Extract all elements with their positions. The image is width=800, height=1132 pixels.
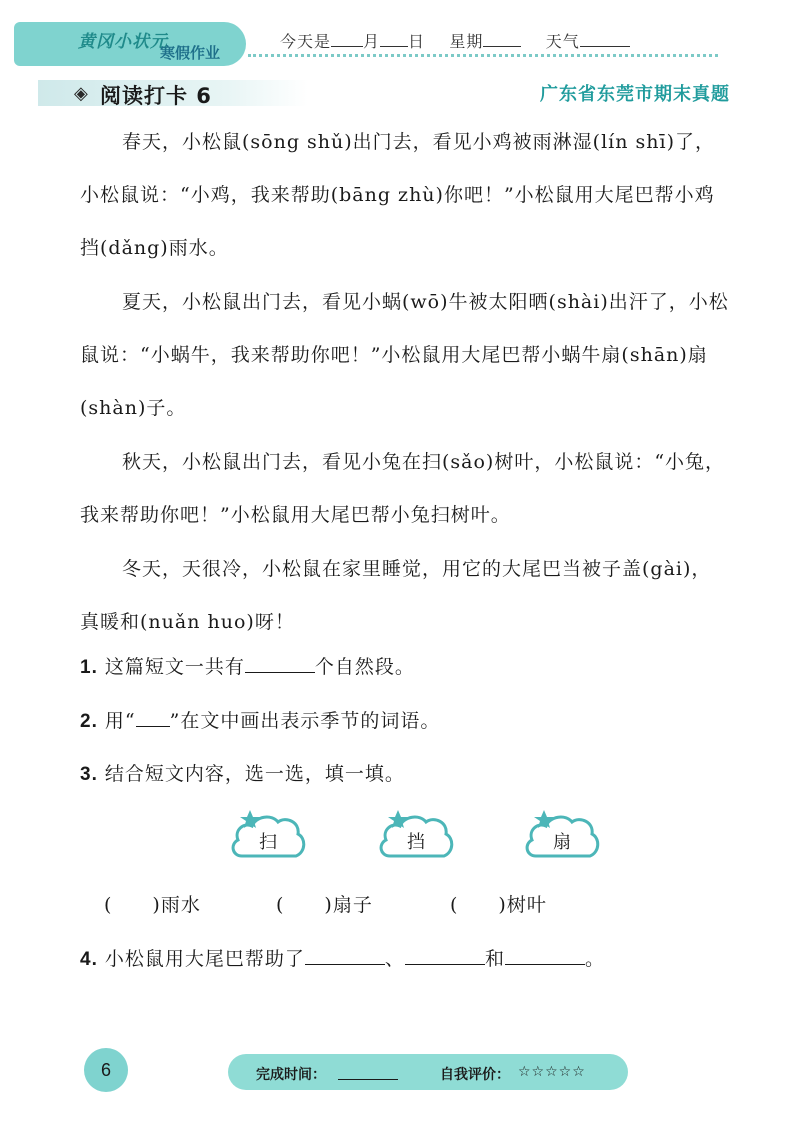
story-p1-text: 春天，小松鼠(sōng shǔ)出门去，看见小鸡被雨淋湿(lín shī)了，小松鼠说：“小鸡，我来帮助(bāng zhù)你吧！”小松鼠用大尾巴帮小鸡挡(dǎng)雨水。 xyxy=(80,131,715,259)
brand-name: 黄冈小状元 xyxy=(78,32,168,52)
date-week-blank[interactable] xyxy=(483,32,521,47)
question-1-text-a: 这篇短文一共有 xyxy=(104,656,245,678)
completion-time-label: 完成时间： xyxy=(256,1067,326,1083)
brand-subtitle: 寒假作业 xyxy=(160,44,221,62)
question-4-text-a: 小松鼠用大尾巴帮助了 xyxy=(104,948,305,970)
question-4 xyxy=(80,944,605,971)
header-divider xyxy=(248,54,718,57)
date-day-blank[interactable] xyxy=(380,32,408,47)
date-today-label: 今天是 xyxy=(280,32,332,51)
story-paragraph-4 xyxy=(80,543,730,649)
question-1 xyxy=(80,652,415,679)
diamond-icon: ◈ xyxy=(74,83,88,104)
story-paragraph-1 xyxy=(80,116,730,275)
question-4-sep-2: 和 xyxy=(484,948,505,970)
cloud-option-2-text: 挡 xyxy=(407,832,425,853)
question-4-blank-1[interactable] xyxy=(305,948,385,965)
question-1-text-b: 个自然段。 xyxy=(314,656,415,678)
fill-blank-3[interactable]: ( )树叶 xyxy=(450,894,547,916)
source-label: 广东省东莞市期末真题 xyxy=(540,84,730,105)
date-month-blank[interactable] xyxy=(331,32,363,47)
fill-blank-1[interactable]: ( )雨水 xyxy=(104,894,201,916)
cloud-option-3-text: 扇 xyxy=(553,832,571,853)
story-p4-text: 冬天，天很冷，小松鼠在家里睡觉，用它的大尾巴当被子盖(gài)，真暖和(nuǎn huo)呀！ xyxy=(80,558,712,633)
completion-time-blank[interactable] xyxy=(338,1079,398,1080)
question-2-underline-sample xyxy=(136,710,170,727)
self-evaluation-label: 自我评价： xyxy=(440,1067,510,1083)
question-3-text: 结合短文内容，选一选，填一填。 xyxy=(104,763,405,785)
question-3 xyxy=(80,759,405,786)
story-p2-text: 夏天，小松鼠出门去，看见小蜗(wō)牛被太阳晒(shài)出汗了，小松鼠说：“小蜗牛，我来帮助你吧！”小松鼠用大尾巴帮小蜗牛扇(shān)扇(shàn)子。 xyxy=(80,291,729,419)
question-4-sep-1: 、 xyxy=(384,948,405,970)
story-paragraph-3 xyxy=(80,436,730,542)
question-2-number: 2. xyxy=(80,711,98,732)
question-1-number: 1. xyxy=(80,657,98,678)
date-line xyxy=(280,29,630,52)
rating-stars[interactable]: ☆☆☆☆☆ xyxy=(518,1064,586,1080)
question-1-blank[interactable] xyxy=(245,656,315,673)
question-2-text-b: ”在文中画出表示季节的词语。 xyxy=(169,710,441,732)
date-week-label: 星期 xyxy=(449,32,484,51)
date-weather-blank[interactable] xyxy=(580,32,630,47)
question-4-blank-2[interactable] xyxy=(405,948,485,965)
cloud-option-1-text: 扫 xyxy=(259,832,277,853)
section-title: 阅读打卡 6 xyxy=(100,84,212,108)
story-p3-text: 秋天，小松鼠出门去，看见小兔在扫(sǎo)树叶，小松鼠说：“小兔，我来帮助你吧！”小松鼠用大尾巴帮小兔扫树叶。 xyxy=(80,451,726,526)
question-4-end: 。 xyxy=(584,948,605,970)
story-paragraph-2 xyxy=(80,276,730,435)
question-2-text-a: 用“ xyxy=(104,710,136,732)
fill-blank-2[interactable]: ( )扇子 xyxy=(276,894,373,916)
question-4-blank-3[interactable] xyxy=(505,948,585,965)
question-4-number: 4. xyxy=(80,949,98,970)
date-month-label: 月 xyxy=(363,32,381,51)
question-3-number: 3. xyxy=(80,764,98,785)
date-day-label: 日 xyxy=(408,32,426,51)
page-number: 6 xyxy=(100,1060,111,1080)
date-weather-label: 天气 xyxy=(545,32,580,51)
question-2 xyxy=(80,706,440,733)
